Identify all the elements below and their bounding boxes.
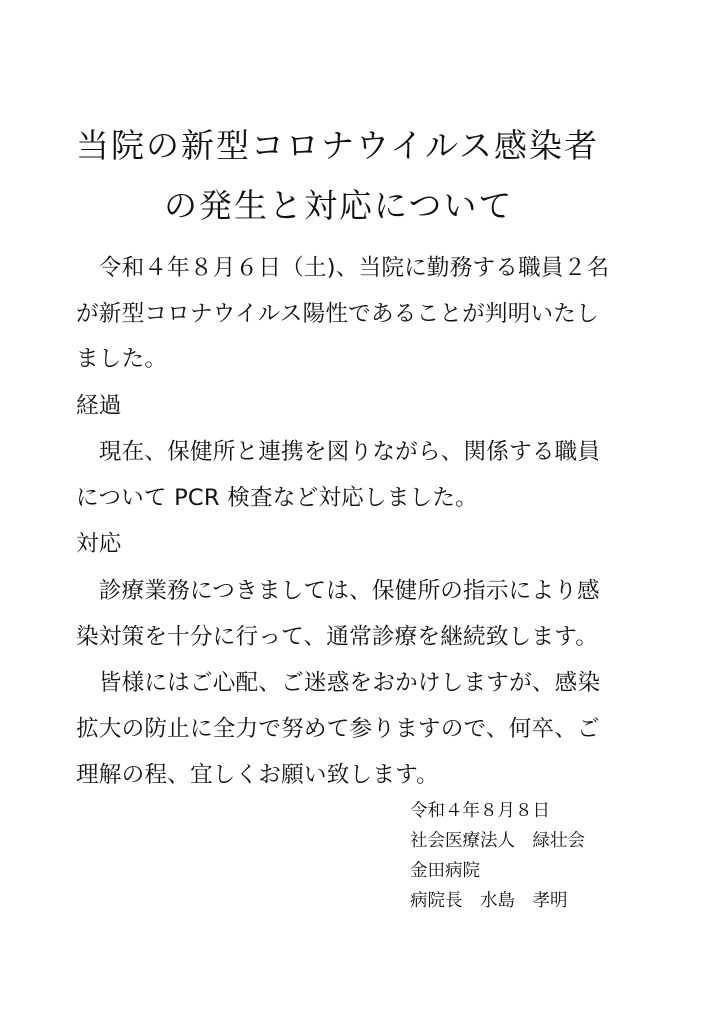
response-line-3: 皆様にはご心配、ご迷惑をおかけしますが、感染 [76, 670, 601, 696]
progress-heading: 経過 [76, 393, 122, 419]
title-line-2: の発生と対応について [164, 186, 514, 226]
intro-line-3: ました。 [76, 346, 168, 372]
progress-line-1: 現在、保健所と連携を図りながら、関係する職員 [76, 439, 601, 465]
response-line-5: 理解の程、宜しくお願い致します。 [76, 762, 439, 788]
response-heading: 対応 [76, 531, 122, 557]
response-line-4: 拡大の防止に全力で努めて参りますので、何卒、ご [76, 716, 600, 742]
signature-hospital: 金田病院 [410, 861, 480, 881]
intro-line-1: 令和４年８月６日（土)、当院に勤務する職員２名 [76, 255, 610, 281]
signature-date: 令和４年８月８日 [410, 801, 550, 821]
progress-line-2: について PCR 検査など対応しました。 [76, 485, 478, 511]
title-line-1: 当院の新型コロナウイルス感染者 [76, 126, 600, 166]
response-line-2: 染対策を十分に行って、通常診療を継続致します。 [76, 624, 598, 650]
intro-line-2: が新型コロナウイルス陽性であることが判明いたし [76, 301, 599, 327]
response-line-1: 診療業務につきましては、保健所の指示により感 [76, 578, 600, 604]
signature-director: 病院長 水島 孝明 [410, 891, 568, 911]
signature-corporation: 社会医療法人 緑壮会 [410, 831, 585, 851]
